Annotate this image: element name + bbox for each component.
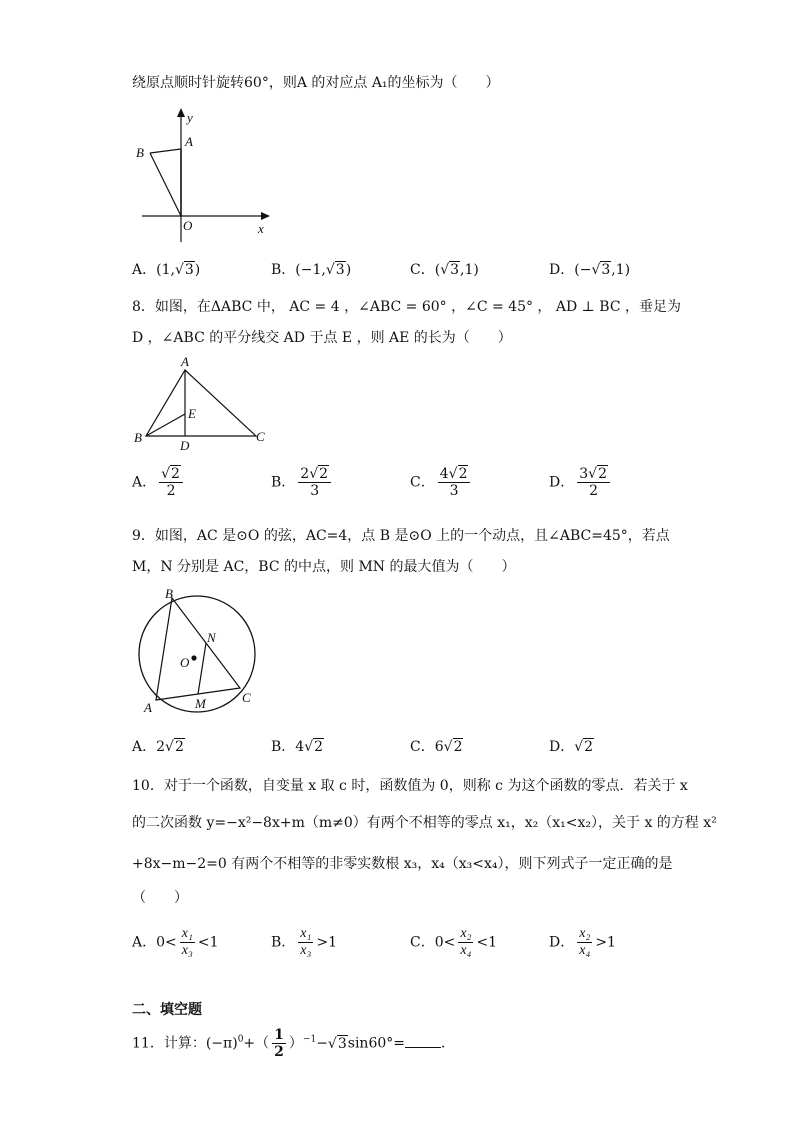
q9-label-M: M: [195, 696, 206, 711]
q8-figure: [132, 352, 282, 454]
section-heading-fill-in: 二、填空题: [132, 1002, 202, 1018]
q7-label-x: x: [258, 221, 264, 236]
q9-option-a[interactable]: A．2√2: [132, 739, 184, 755]
q10-option-a[interactable]: A．0< $\frac{\text{x₁}}{\text{x₃}}$ <1: [132, 926, 219, 959]
q10-option-b[interactable]: B． $\frac{\text{x₁}}{\text{x₃}}$ >1: [271, 926, 338, 959]
q9-label-B: B: [165, 586, 173, 601]
q8-option-c[interactable]: C． $\frac{4√2}{3}$: [410, 466, 473, 499]
q8-label-D: D: [180, 438, 190, 453]
q7-label-A: A: [185, 134, 193, 149]
q7-label-B: B: [136, 145, 144, 160]
q8-line-1: 8．如图，在ΔABC 中， AC = 4 ，∠ABC = 60° ，∠C = 45° ， AD ⊥ BC ，垂足为: [132, 299, 681, 315]
q8-option-a[interactable]: A． $\frac{√2}{2}$: [132, 466, 186, 499]
q10-line-3: +8x−m−2=0 有两个不相等的非零实数根 x₃，x₄（x₃<x₄），则下列式子一定正确的是: [132, 856, 673, 872]
q7-label-y: y: [187, 110, 193, 125]
q8-label-B: B: [134, 430, 142, 445]
q7-option-b[interactable]: B．(−1,√3): [271, 262, 352, 278]
q7-label-O: O: [183, 218, 193, 233]
q8-option-d[interactable]: D． $\frac{3√2}{2}$: [549, 466, 613, 499]
q9-label-N: N: [207, 630, 216, 645]
q7-option-c[interactable]: C．(√3,1): [410, 262, 479, 278]
q8-line-2: D ，∠ABC 的平分线交 AD 于点 E ，则 AE 的长为（ ）: [132, 330, 512, 346]
q11-answer-blank[interactable]: [405, 1035, 441, 1048]
q10-line-1: 10．对于一个函数，自变量 x 取 c 时，函数值为 0，则称 c 为这个函数的零点．若关于 x: [132, 778, 688, 794]
q10-option-d[interactable]: D． $\frac{\text{x₂}}{\text{x₄}}$ >1: [549, 926, 616, 959]
q9-option-c[interactable]: C．6√2: [410, 739, 463, 755]
q9-line-2: M，N 分别是 AC，BC 的中点，则 MN 的最大值为（ ）: [132, 559, 516, 575]
q9-label-A: A: [144, 700, 152, 715]
q11-line: 11．计算：$(-\pi)^0+$（ $\frac{1}{2}$ ）$^{-1}$−√3sin60°= ．: [132, 1027, 455, 1061]
q9-label-C: C: [242, 690, 251, 705]
q9-figure: [132, 584, 262, 716]
q7-figure: [132, 104, 282, 246]
q10-option-c[interactable]: C．0< $\frac{\text{x₂}}{\text{x₄}}$ <1: [410, 926, 498, 959]
q8-label-A: A: [181, 354, 189, 369]
q7-option-a[interactable]: A．(1,√3): [132, 262, 201, 278]
q9-line-1: 9．如图，AC 是⊙O 的弦，AC=4，点 B 是⊙O 上的一个动点，且∠ABC=45°，若点: [132, 528, 670, 544]
q10-line-4: （ ）: [132, 890, 188, 906]
q8-label-C: C: [256, 429, 265, 444]
q8-option-b[interactable]: B． $\frac{2√2}{3}$: [271, 466, 334, 499]
q9-option-d[interactable]: D．√2: [549, 739, 594, 755]
q7-option-d[interactable]: D．(−√3,1): [549, 262, 631, 278]
q9-label-O: O: [180, 655, 190, 670]
q8-label-E: E: [188, 406, 196, 421]
q10-line-2: 的二次函数 y=−x²−8x+m（m≠0）有两个不相等的零点 x₁，x₂（x₁<x₂），关于 x 的方程 x²: [132, 815, 717, 831]
q9-option-b[interactable]: B．4√2: [271, 739, 324, 755]
q7-stem: 绕原点顺时针旋转60°，则A 的对应点 A₁的坐标为（ ）: [132, 75, 500, 91]
